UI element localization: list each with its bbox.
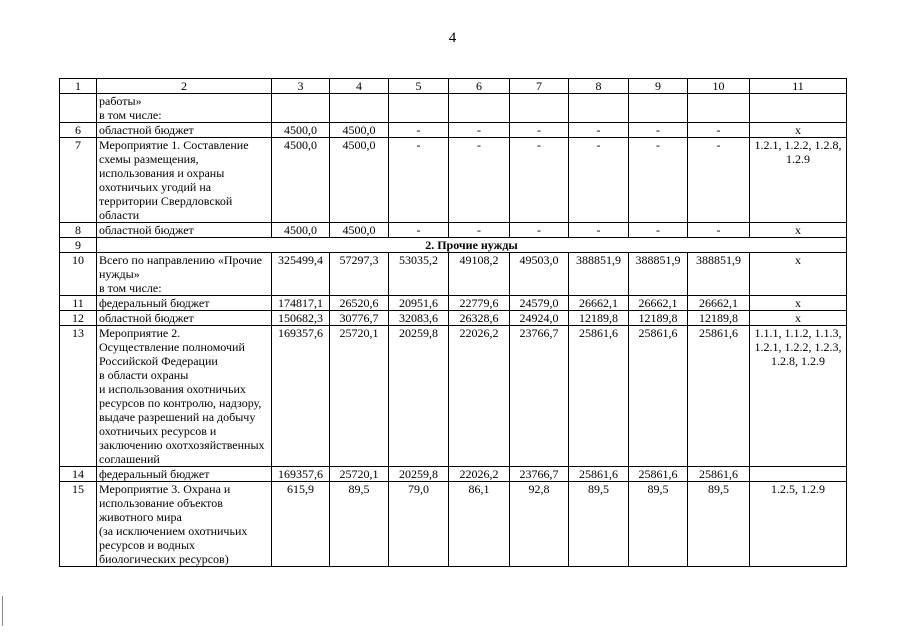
header-cell: 5 — [389, 79, 449, 94]
value-cell: 25861,6 — [569, 326, 629, 467]
value-cell: - — [389, 223, 449, 238]
scan-edge-mark — [2, 596, 3, 626]
row-number-cell: 15 — [60, 482, 97, 567]
description-cell: Мероприятие 3. Охрана и использование объектов животного мира (за исключением охотничьих ресурсов и водных биологических ресурсов) — [97, 482, 272, 567]
table-row — [60, 482, 847, 567]
value-cell — [569, 94, 629, 123]
table-row — [60, 94, 847, 123]
value-cell: - — [688, 123, 750, 138]
value-cell: 25861,6 — [569, 467, 629, 482]
description-cell: работы» в том числе: — [97, 94, 272, 123]
value-cell: 20259,8 — [389, 467, 449, 482]
description-cell: Мероприятие 1. Составление схемы размещения, использования и охраны охотничьих угодий на территории Свердловской области — [97, 138, 272, 223]
table-row — [60, 296, 847, 311]
value-cell: 26520,6 — [330, 296, 389, 311]
value-cell: 89,5 — [688, 482, 750, 567]
value-cell: 23766,7 — [510, 326, 569, 467]
value-cell: - — [449, 123, 510, 138]
value-cell: 23766,7 — [510, 467, 569, 482]
value-cell: 79,0 — [389, 482, 449, 567]
header-cell: 6 — [449, 79, 510, 94]
value-cell: 12189,8 — [569, 311, 629, 326]
value-cell: 26662,1 — [688, 296, 750, 311]
section-row — [60, 238, 847, 253]
value-cell: 4500,0 — [330, 223, 389, 238]
page-number: 4 — [448, 30, 457, 46]
description-cell: федеральный бюджет — [97, 296, 272, 311]
description-cell: областной бюджет — [97, 223, 272, 238]
value-cell — [750, 94, 847, 123]
description-cell: областной бюджет — [97, 123, 272, 138]
value-cell — [449, 94, 510, 123]
table-row — [60, 311, 847, 326]
value-cell: 49108,2 — [449, 253, 510, 296]
value-cell: - — [629, 123, 688, 138]
value-cell: 20259,8 — [389, 326, 449, 467]
value-cell: 89,5 — [569, 482, 629, 567]
value-cell: - — [629, 223, 688, 238]
value-cell: - — [688, 223, 750, 238]
value-cell: 1.2.5, 1.2.9 — [750, 482, 847, 567]
value-cell: 4500,0 — [330, 123, 389, 138]
row-number-cell: 9 — [60, 238, 97, 253]
header-cell: 8 — [569, 79, 629, 94]
value-cell: 388851,9 — [629, 253, 688, 296]
header-cell: 7 — [510, 79, 569, 94]
value-cell: 92,8 — [510, 482, 569, 567]
value-cell: 25861,6 — [629, 326, 688, 467]
header-cell: 2 — [97, 79, 272, 94]
table-row — [60, 467, 847, 482]
section-title: 2. Прочие нужды — [97, 238, 847, 253]
description-cell: Мероприятие 2. Осуществление полномочий Российской Федерации в области охраны и использования охотничьих ресурсов по контролю, надзору, выдаче разрешений на добычу охотничьих ресурсов и заключению охотхозяйственных соглашений — [97, 326, 272, 467]
table-row — [60, 223, 847, 238]
value-cell: - — [389, 138, 449, 223]
value-cell: 22779,6 — [449, 296, 510, 311]
value-cell: 89,5 — [629, 482, 688, 567]
value-cell: 4500,0 — [330, 138, 389, 223]
header-cell: 1 — [60, 79, 97, 94]
value-cell: 12189,8 — [688, 311, 750, 326]
value-cell: 53035,2 — [389, 253, 449, 296]
value-cell: 49503,0 — [510, 253, 569, 296]
row-number-cell: 6 — [60, 123, 97, 138]
value-cell: 150682,3 — [272, 311, 330, 326]
value-cell — [629, 94, 688, 123]
row-number-cell: 10 — [60, 253, 97, 296]
value-cell: 26662,1 — [629, 296, 688, 311]
value-cell: - — [569, 138, 629, 223]
value-cell: 25861,6 — [629, 467, 688, 482]
value-cell: х — [750, 296, 847, 311]
value-cell: 86,1 — [449, 482, 510, 567]
description-cell: федеральный бюджет — [97, 467, 272, 482]
header-cell: 9 — [629, 79, 688, 94]
value-cell: х — [750, 253, 847, 296]
value-cell: 30776,7 — [330, 311, 389, 326]
description-cell: Всего по направлению «Прочие нужды» в том числе: — [97, 253, 272, 296]
value-cell: 1.2.1, 1.2.2, 1.2.8, 1.2.9 — [750, 138, 847, 223]
value-cell — [272, 94, 330, 123]
value-cell: - — [389, 123, 449, 138]
value-cell: 12189,8 — [629, 311, 688, 326]
value-cell: 32083,6 — [389, 311, 449, 326]
value-cell — [750, 467, 847, 482]
value-cell — [510, 94, 569, 123]
table-header-row — [60, 79, 847, 94]
budget-table — [59, 78, 847, 567]
value-cell: 1.1.1, 1.1.2, 1.1.3, 1.2.1, 1.2.2, 1.2.3, 1.2.8, 1.2.9 — [750, 326, 847, 467]
row-number-cell: 7 — [60, 138, 97, 223]
table-row — [60, 123, 847, 138]
row-number-cell: 14 — [60, 467, 97, 482]
value-cell: 25720,1 — [330, 467, 389, 482]
value-cell: 26328,6 — [449, 311, 510, 326]
row-number-cell — [60, 94, 97, 123]
value-cell — [389, 94, 449, 123]
row-number-cell: 13 — [60, 326, 97, 467]
value-cell: 25861,6 — [688, 326, 750, 467]
value-cell: - — [688, 138, 750, 223]
value-cell: - — [449, 223, 510, 238]
value-cell: - — [510, 223, 569, 238]
header-cell: 10 — [688, 79, 750, 94]
value-cell: 169357,6 — [272, 467, 330, 482]
table-row — [60, 138, 847, 223]
value-cell: 4500,0 — [272, 123, 330, 138]
value-cell: х — [750, 223, 847, 238]
value-cell: 24924,0 — [510, 311, 569, 326]
value-cell: - — [449, 138, 510, 223]
value-cell: - — [510, 138, 569, 223]
row-number-cell: 8 — [60, 223, 97, 238]
value-cell: 388851,9 — [688, 253, 750, 296]
row-number-cell: 11 — [60, 296, 97, 311]
value-cell: х — [750, 311, 847, 326]
value-cell: 388851,9 — [569, 253, 629, 296]
table-row — [60, 253, 847, 296]
value-cell: - — [629, 138, 688, 223]
value-cell: 174817,1 — [272, 296, 330, 311]
table-row — [60, 326, 847, 467]
value-cell — [688, 94, 750, 123]
value-cell: 26662,1 — [569, 296, 629, 311]
value-cell: 20951,6 — [389, 296, 449, 311]
row-number-cell: 12 — [60, 311, 97, 326]
description-cell: областной бюджет — [97, 311, 272, 326]
header-cell: 11 — [750, 79, 847, 94]
value-cell: 325499,4 — [272, 253, 330, 296]
value-cell: 24579,0 — [510, 296, 569, 311]
value-cell: 615,9 — [272, 482, 330, 567]
header-cell: 3 — [272, 79, 330, 94]
header-cell: 4 — [330, 79, 389, 94]
value-cell: 22026,2 — [449, 467, 510, 482]
value-cell: 169357,6 — [272, 326, 330, 467]
value-cell: 4500,0 — [272, 138, 330, 223]
value-cell: х — [750, 123, 847, 138]
value-cell: 25861,6 — [688, 467, 750, 482]
value-cell: - — [510, 123, 569, 138]
value-cell: 22026,2 — [449, 326, 510, 467]
value-cell: 4500,0 — [272, 223, 330, 238]
value-cell: - — [569, 123, 629, 138]
value-cell: 89,5 — [330, 482, 389, 567]
value-cell: 57297,3 — [330, 253, 389, 296]
value-cell — [330, 94, 389, 123]
value-cell: - — [569, 223, 629, 238]
value-cell: 25720,1 — [330, 326, 389, 467]
